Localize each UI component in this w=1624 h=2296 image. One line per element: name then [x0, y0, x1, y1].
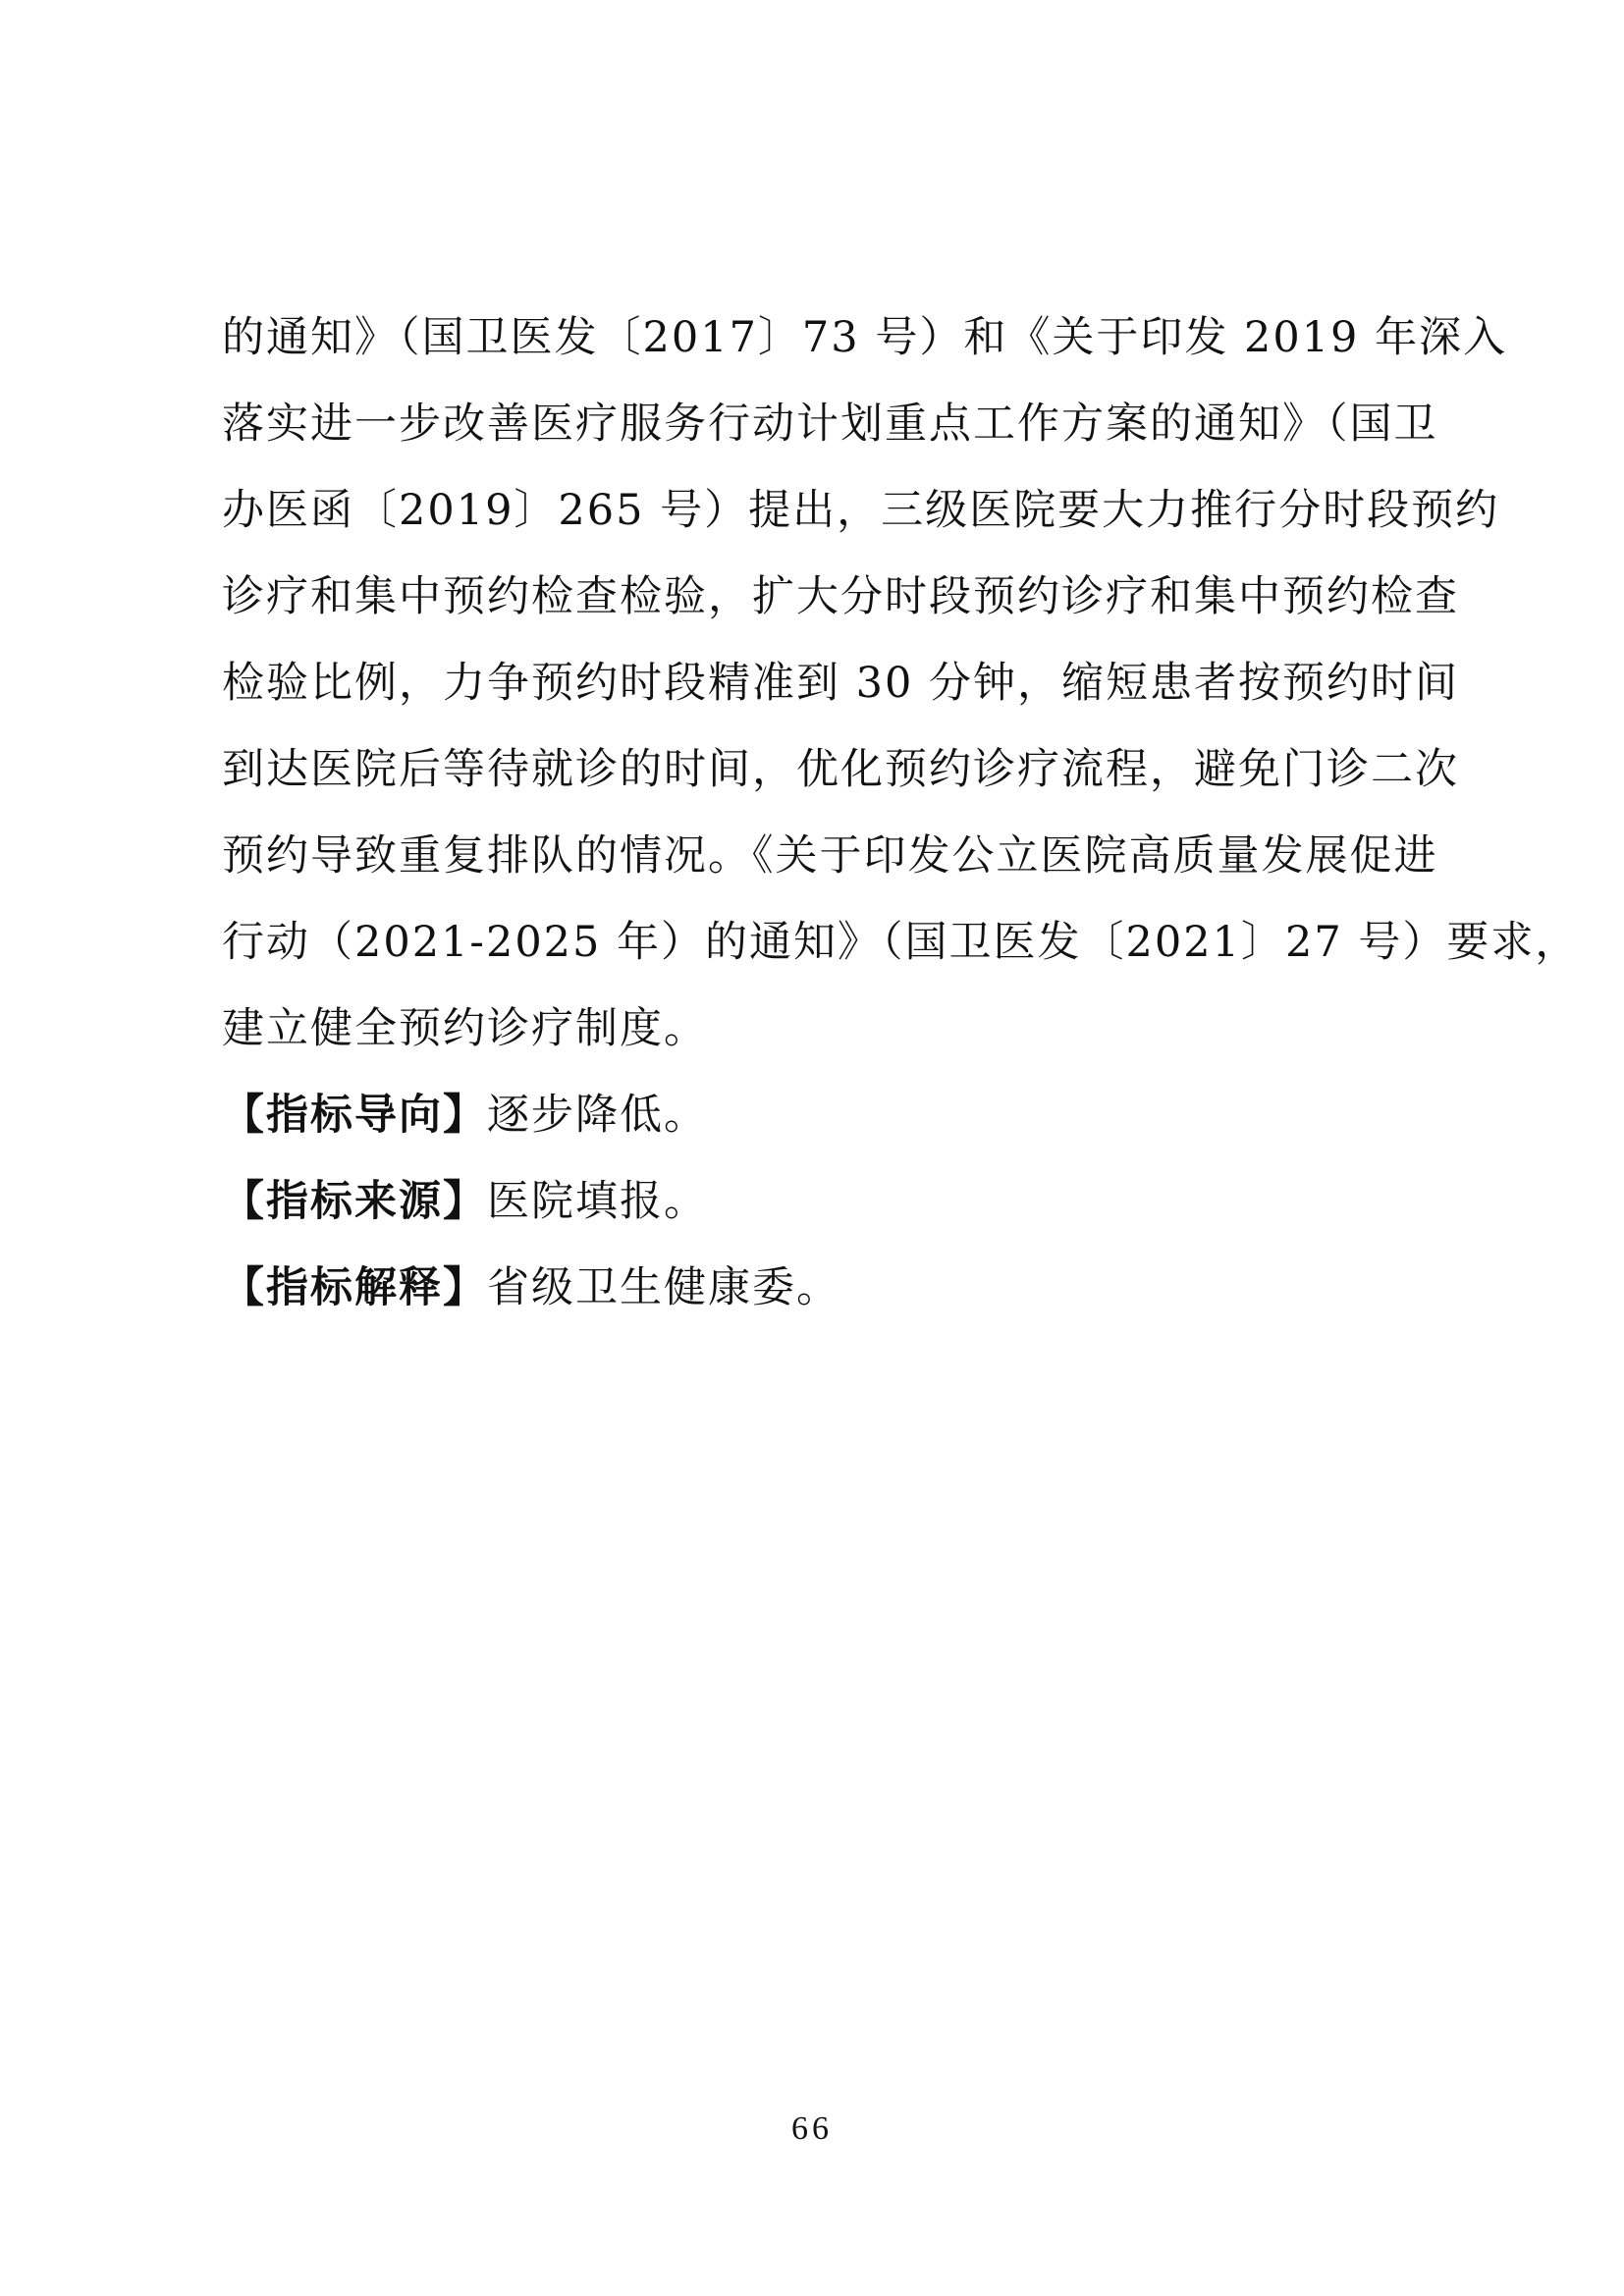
paragraph-line: 落实进一步改善医疗服务行动计划重点工作方案的通知》（国卫 [222, 400, 1438, 449]
paragraph-line: 办医函〔2019〕265 号）提出，三级医院要大力推行分时段预约 [222, 486, 1500, 535]
body-text [222, 294, 1580, 1331]
field-label: 【指标来源】 [222, 1177, 487, 1226]
paragraph-line: 的通知》（国卫医发〔2017〕73 号）和《关于印发 2019 年深入 [222, 313, 1508, 362]
paragraph-line: 诊疗和集中预约检查检验，扩大分时段预约诊疗和集中预约检查 [222, 572, 1459, 621]
paragraph-line: 检验比例，力争预约时段精准到 30 分钟，缩短患者按预约时间 [222, 659, 1460, 708]
indicator-explanation-field [222, 1245, 1430, 1331]
paragraph-line: 到达医院后等待就诊的时间，优化预约诊疗流程，避免门诊二次 [222, 745, 1459, 794]
paragraph-line: 建立健全预约诊疗制度。 [222, 1004, 708, 1053]
indicator-source-field [222, 1158, 1430, 1245]
paragraph-line: 预约导致重复排队的情况。《关于印发公立医院高质量发展促进 [222, 831, 1438, 881]
field-value: 逐步降低。 [487, 1091, 708, 1140]
field-label: 【指标解释】 [222, 1263, 487, 1312]
field-label: 【指标导向】 [222, 1091, 487, 1140]
field-value: 省级卫生健康委。 [487, 1263, 840, 1312]
field-value: 医院填报。 [487, 1177, 708, 1226]
paragraph-line: 行动（2021-2025 年）的通知》（国卫医发〔2021〕27 号）要求， [222, 918, 1580, 967]
indicator-direction-field [222, 1072, 1430, 1158]
page-number: 66 [791, 2110, 833, 2147]
